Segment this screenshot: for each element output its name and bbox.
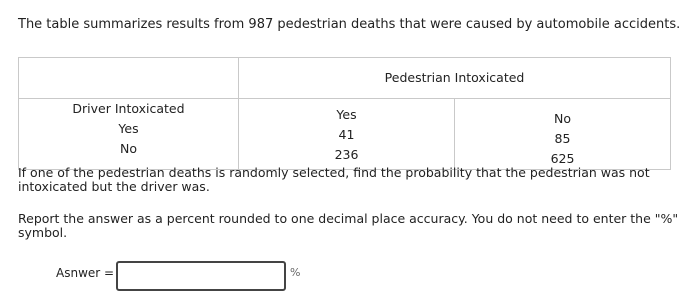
pedestrian-yes-column-cell	[239, 99, 455, 170]
answer-label: Asnwer =	[56, 266, 115, 280]
column-header-no: No	[554, 111, 571, 126]
contingency-table	[18, 57, 671, 170]
answer-instructions-text: Report the answer as a percent rounded to one decimal place accuracy. You do not need to enter the "%" symbol.	[18, 211, 679, 240]
cell-no-no: 625	[550, 151, 575, 166]
cell-no-yes: 236	[334, 147, 359, 162]
cell-yes-yes: 41	[338, 127, 355, 142]
percent-symbol: %	[290, 266, 301, 279]
row-label-yes: Yes	[118, 121, 139, 136]
driver-intoxicated-header: Driver Intoxicated	[72, 101, 185, 116]
question-intro-text: The table summarizes results from 987 pedestrian deaths that were caused by automobile accidents.	[18, 17, 681, 32]
driver-column-cell	[19, 99, 239, 170]
question-prompt-text: If one of the pedestrian deaths is randomly selected, find the probability that the pedestrian was not intoxicated but the driver was.	[18, 165, 650, 194]
row-label-no: No	[120, 141, 137, 156]
table-corner-cell	[19, 58, 239, 99]
answer-input[interactable]	[116, 261, 286, 291]
pedestrian-no-column-cell	[455, 99, 671, 170]
cell-yes-no: 85	[554, 131, 571, 146]
column-header-yes: Yes	[336, 107, 357, 122]
pedestrian-intoxicated-header: Pedestrian Intoxicated	[239, 58, 671, 99]
